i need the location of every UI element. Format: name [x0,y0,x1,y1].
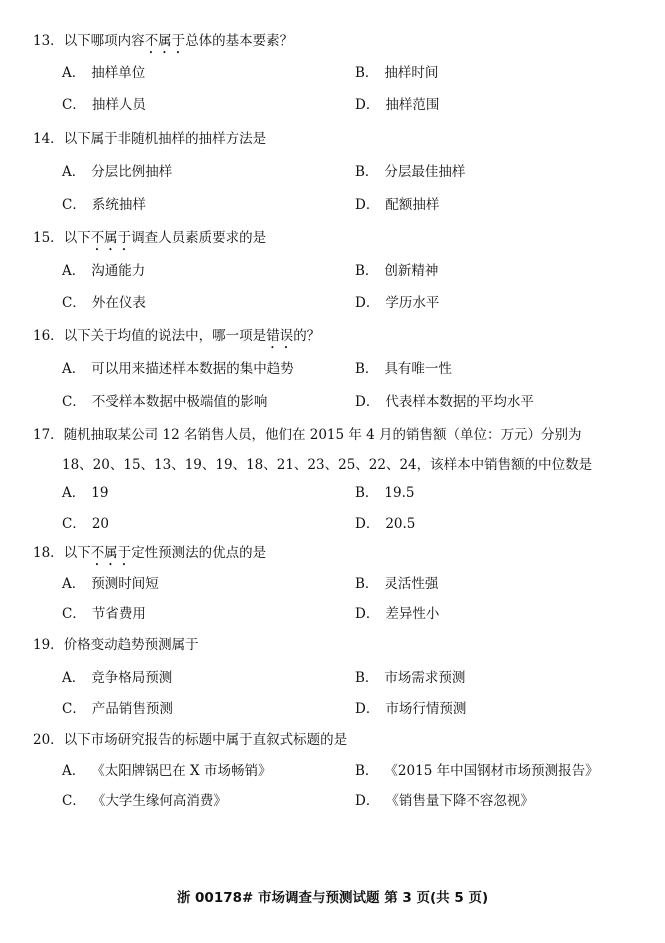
option-text: 学历水平 [385,295,440,311]
option-letter: B． [355,164,379,180]
stem-emphasis: 不属于 [144,33,186,49]
option-text: 《太阳牌锅巴在 X 市场畅销》 [91,763,272,779]
option-text: 抽样范围 [385,97,440,113]
option-c [62,196,146,214]
option-d [355,515,415,533]
option-text: 19 [91,485,109,501]
option-c [62,792,227,810]
option-text: 创新精神 [384,263,439,279]
option-letter: C． [62,197,86,213]
option-d [355,96,439,114]
option-text: 灵活性强 [384,576,439,592]
stem-text: 定性预测法的优点的是 [131,545,267,561]
option-letter: B． [355,670,379,686]
question-number: 18． [33,545,64,561]
option-c [62,393,267,411]
stem-text: 价格变动趋势预测属于 [63,637,199,653]
option-text: 抽样时间 [384,65,439,81]
option-letter: D． [355,394,380,410]
option-a [62,64,145,82]
option-a [62,575,159,593]
question-stem-continued [62,456,592,474]
option-text: 20.5 [385,516,416,532]
option-text: 系统抽样 [91,197,146,213]
option-text: 竞争格局预测 [91,670,173,686]
option-b [355,575,438,593]
option-letter: C． [62,516,86,532]
option-text: 《大学生缘何高消费》 [91,793,227,809]
option-letter: C． [62,793,86,809]
option-letter: D． [355,793,380,809]
option-b [355,484,414,502]
option-letter: D． [355,606,380,622]
option-text: 分层最佳抽样 [384,164,466,180]
option-b [355,762,599,780]
question-stem [33,229,266,254]
option-letter: B． [355,65,379,81]
option-d [355,700,466,718]
option-text: 抽样人员 [91,97,146,113]
option-d [355,605,439,623]
option-c [62,700,173,718]
option-letter: B． [355,485,379,501]
stem-text: 的？ [293,328,321,344]
stem-text: 以下市场研究报告的标题中属于直叙式标题的是 [63,732,348,748]
option-text: 外在仪表 [91,295,146,311]
option-letter: A． [62,670,86,686]
option-a [62,669,172,687]
question-number: 20． [33,732,64,748]
option-letter: D． [355,295,380,311]
option-text: 具有唯一性 [384,361,452,377]
option-letter: A． [62,164,86,180]
page-footer: 浙 00178# 市场调查与预测试题 第 3 页(共 5 页) [176,890,489,906]
option-c [62,294,146,312]
stem-emphasis: 不属于 [90,230,132,246]
question-number: 13． [33,33,64,49]
option-text: 市场行情预测 [385,701,467,717]
option-text: 《2015 年中国钢材市场预测报告》 [384,763,599,779]
option-text: 分层比例抽样 [91,164,173,180]
option-a [62,484,108,502]
option-d [355,196,439,214]
option-c [62,515,109,533]
option-text: 代表样本数据的平均水平 [385,394,534,410]
option-letter: D． [355,516,380,532]
question-stem [33,327,320,352]
option-text: 抽样单位 [91,65,146,81]
option-letter: B． [355,263,379,279]
option-d [355,393,534,411]
option-letter: B． [355,361,379,377]
option-a [62,163,172,181]
option-text: 可以用来描述样本数据的集中趋势 [91,361,294,377]
option-text: 产品销售预测 [91,701,173,717]
question-number: 19． [33,637,64,653]
option-letter: A． [62,485,86,501]
option-text: 《销售量下降不容忽视》 [385,793,534,809]
option-letter: C． [62,701,86,717]
stem-text: 以下 [63,545,91,561]
option-letter: D． [355,197,380,213]
option-letter: B． [355,576,379,592]
stem-text: 以下哪项内容 [63,33,145,49]
option-text: 差异性小 [385,606,440,622]
option-b [355,163,465,181]
question-number: 14． [33,131,64,147]
stem-text: 总体的基本要素？ [185,33,294,49]
option-d [355,792,534,810]
question-stem [33,544,266,569]
option-b [355,669,465,687]
question-stem [33,130,266,148]
question-stem [33,636,199,654]
option-letter: A． [62,576,86,592]
stem-emphasis: 错误 [266,328,294,344]
option-text: 节省费用 [91,606,146,622]
option-b [355,360,452,378]
option-b [355,64,438,82]
option-letter: A． [62,763,86,779]
option-a [62,360,294,378]
question-number: 17． [33,427,64,443]
option-letter: A． [62,263,86,279]
option-letter: C． [62,606,86,622]
question-number: 15． [33,230,64,246]
option-letter: C． [62,97,86,113]
stem-text: 以下属于非随机抽样的抽样方法是 [63,131,267,147]
question-number: 16． [33,328,64,344]
option-letter: C． [62,295,86,311]
option-c [62,96,146,114]
option-text: 预测时间短 [91,576,159,592]
option-c [62,605,146,623]
stem-text: 以下 [63,230,91,246]
option-letter: D． [355,701,380,717]
option-a [62,762,271,780]
stem-text: 18、20、15、13、19、19、18、21、23、25、22、24，该样本中销售额的中位数是 [62,457,593,473]
question-stem [33,426,582,444]
option-letter: B． [355,763,379,779]
option-text: 不受样本数据中极端值的影响 [91,394,268,410]
option-letter: A． [62,361,86,377]
option-letter: D． [355,97,380,113]
stem-text: 调查人员素质要求的是 [131,230,267,246]
stem-text: 随机抽取某公司 12 名销售人员，他们在 2015 年 4 月的销售额（单位：万元）分别为 [63,427,582,443]
option-text: 沟通能力 [91,263,146,279]
option-a [62,262,145,280]
option-text: 19.5 [384,485,415,501]
option-text: 20 [91,516,110,532]
option-d [355,294,439,312]
question-stem [33,32,293,57]
option-b [355,262,438,280]
option-text: 市场需求预测 [384,670,466,686]
option-letter: A． [62,65,86,81]
option-text: 配额抽样 [385,197,440,213]
option-letter: C． [62,394,86,410]
stem-emphasis: 不属于 [90,545,132,561]
stem-text: 以下关于均值的说法中，哪一项是 [63,328,267,344]
question-stem [33,731,347,749]
